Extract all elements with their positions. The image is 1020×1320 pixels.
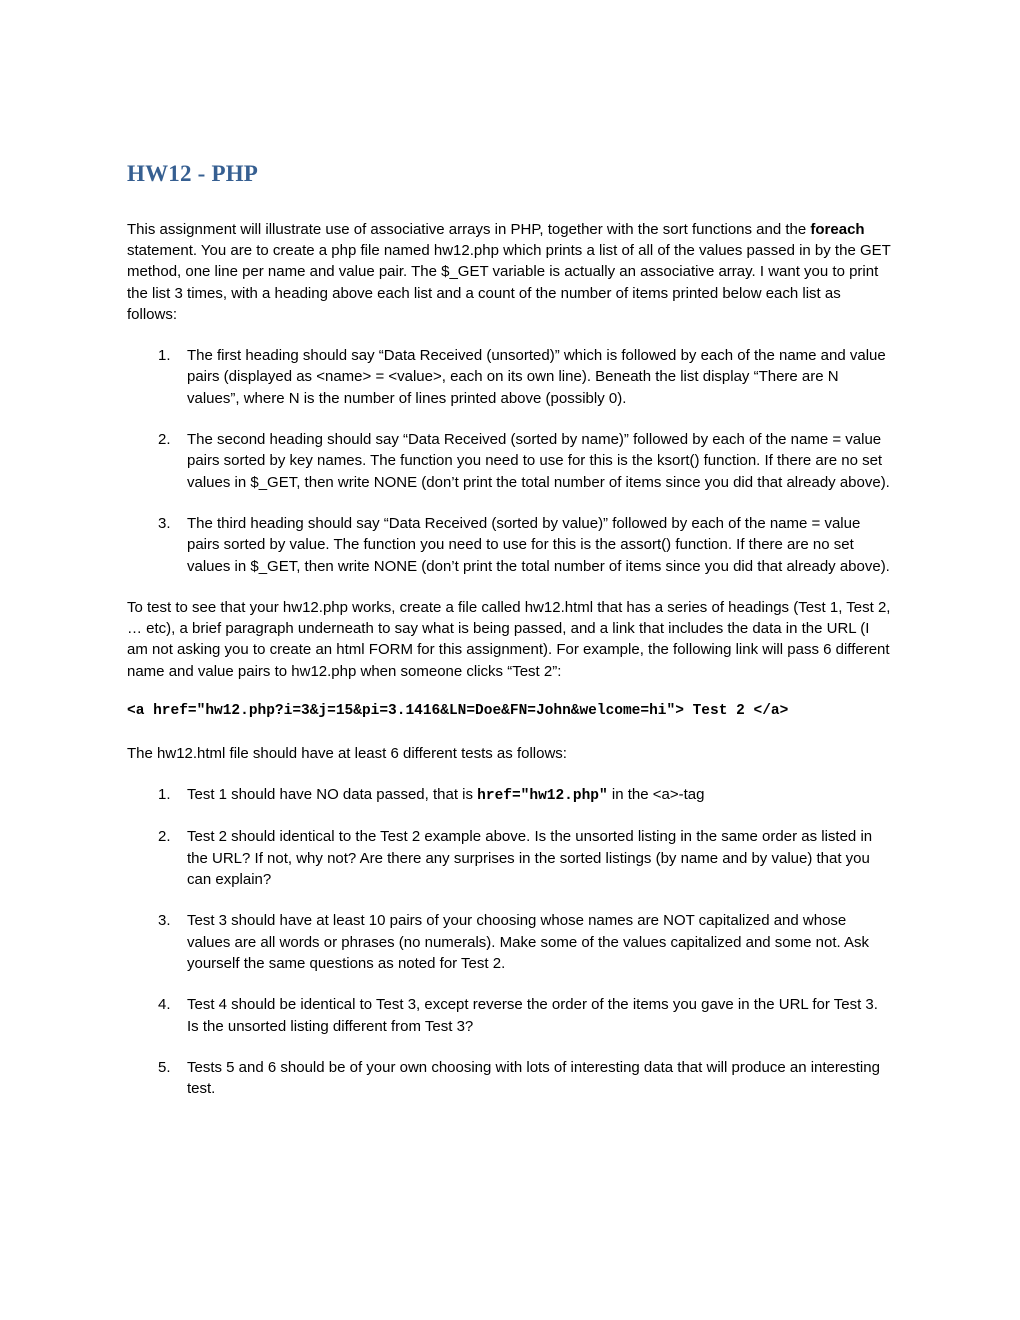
item-number: 4. bbox=[158, 996, 171, 1014]
intro-text-1: This assignment will illustrate use of associative arrays in PHP, together with the sort functions and the bbox=[127, 220, 811, 238]
list-item bbox=[158, 826, 893, 890]
item-text: Test 3 should have at least 10 pairs of your choosing whose names are NOT capitalized and whose values are all words or phrases (no numerals). Make some of the values capitalized and some not. Ask yourself the same questions as noted for Test 2. bbox=[187, 912, 870, 972]
list-item bbox=[158, 429, 893, 493]
intro-text-2: statement. You are to create a php file named hw12.php which prints a list of all of the values passed in by the GET method, one line per name and value pair. The $_GET variable is actually an associative array. I want you to print the list 3 times, with a heading above each list and a count of the number of items printed below each list as follows: bbox=[127, 241, 891, 323]
intro-paragraph bbox=[127, 219, 893, 325]
page-title: HW12 - PHP bbox=[127, 161, 259, 186]
item-text: Tests 5 and 6 should be of your own choosing with lots of interesting data that will produce an interesting test. bbox=[187, 1058, 880, 1098]
item-number: 5. bbox=[158, 1058, 171, 1076]
item-text-pre: Test 1 should have NO data passed, that is bbox=[187, 785, 478, 803]
tests-intro-paragraph: The hw12.html file should have at least 6 different tests as follows: bbox=[127, 744, 567, 762]
list-item bbox=[158, 910, 893, 974]
item-text: The third heading should say “Data Received (sorted by value)” followed by each of the name = value pairs sorted by value. The function you need to use for this is the assort() function. If there are no set values in $_GET, then write NONE (don’t print the total number of items since you did that already above). bbox=[187, 514, 890, 575]
list-item bbox=[158, 1057, 893, 1100]
testing-paragraph: To test to see that your hw12.php works, create a file called hw12.html that has a series of headings (Test 1, Test 2, … etc), a brief paragraph underneath to say what is being passed, and a link that includes the data in the URL (I am not asking you to create an html FORM for this assignment). For example, the following link will pass 6 different name and value pairs to hw12.php when someone clicks “Test 2”: bbox=[127, 598, 891, 680]
item-text: The first heading should say “Data Received (unsorted)” which is followed by each of the name and value pairs (displayed as <name> = <value>, each on its own line). Beneath the list display “There are N values”, where N is the number of lines printed above (possibly 0). bbox=[187, 347, 886, 407]
item-text: The second heading should say “Data Received (sorted by name)” followed by each of the name = value pairs sorted by key names. The function you need to use for this is the ksort() function. If there are no set values in $_GET, then write NONE (don’t print the total number of items since you did that already above). bbox=[187, 431, 890, 491]
inline-code: href="hw12.php" bbox=[477, 787, 608, 804]
list-item bbox=[158, 994, 893, 1037]
item-number: 1. bbox=[158, 347, 171, 365]
list-item bbox=[158, 345, 893, 409]
intro-bold-foreach: foreach bbox=[810, 220, 865, 238]
item-number: 2. bbox=[158, 431, 171, 449]
item-number: 3. bbox=[158, 912, 171, 930]
headings-requirements-list bbox=[158, 345, 893, 577]
code-line: <a href="hw12.php?i=3&j=15&pi=3.1416&LN=Doe&FN=John&welcome=hi"> Test 2 </a> bbox=[127, 703, 789, 719]
item-text bbox=[187, 784, 893, 807]
list-item bbox=[158, 784, 893, 807]
list-item bbox=[158, 513, 893, 577]
item-number: 2. bbox=[158, 828, 171, 846]
item-number: 3. bbox=[158, 514, 171, 532]
item-text: Test 4 should be identical to Test 3, except reverse the order of the items you gave in the URL for Test 3. Is the unsorted listing different from Test 3? bbox=[187, 996, 878, 1035]
item-text: Test 2 should identical to the Test 2 example above. Is the unsorted listing in the same order as listed in the URL? If not, why not? Are there any surprises in the sorted listings (by name and by value) that you can explain? bbox=[187, 828, 873, 889]
item-number: 1. bbox=[158, 785, 171, 803]
tests-list bbox=[158, 784, 893, 1100]
item-text-post: in the <a>-tag bbox=[607, 785, 705, 803]
